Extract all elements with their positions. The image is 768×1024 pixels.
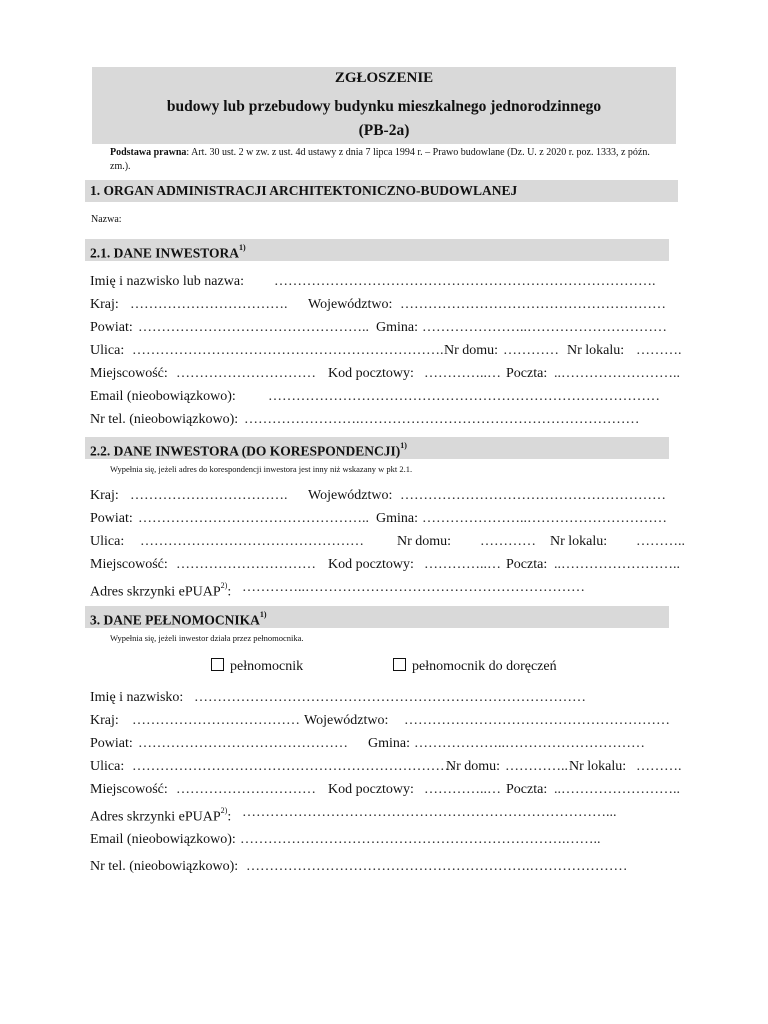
epuap-label: Adres skrzynki ePUAP$^{2)}$: [90,581,232,600]
tel-label: Nr tel. (nieobowiązkowo): [90,859,239,874]
nr-domu-label: Nr domu: [397,534,452,549]
kod-pocztowy-label: Kod pocztowy: [328,782,414,797]
epuap-field[interactable]: …………..…………………………………………………… [242,580,585,595]
kraj-field[interactable]: ……………………………… [132,713,300,728]
nr-lokalu-field[interactable]: ……….. [636,534,685,549]
epuap-label-text: Adres skrzynki ePUAP [90,809,221,825]
ulica-field[interactable]: ………………………………………… [140,534,364,549]
ulica-label: Ulica: [90,534,125,549]
section-3-title: 3. DANE PEŁNOMOCNIKA [90,612,260,628]
wojewodztwo-label: Województwo: [308,488,393,503]
poczta-label: Poczta: [506,557,548,572]
nr-lokalu-label: Nr lokalu: [569,759,627,774]
miejscowosc-field[interactable]: ………………………… [176,557,316,572]
nr-domu-field[interactable]: ………… [503,343,559,358]
nr-domu-label: Nr domu: [446,759,501,774]
powiat-label: Powiat: [90,736,133,751]
email-label: Email (nieobowiązkowo): [90,832,236,847]
tel-field[interactable]: …………………………………………………….………………… [246,859,628,874]
ulica-label: Ulica: [90,343,125,358]
epuap-footnote: 2) [220,581,228,590]
organ-name-label: Nazwa: [91,214,122,225]
powiat-field[interactable]: ………………………………………….. [138,511,369,526]
form-title-box [92,67,676,144]
kod-pocztowy-field[interactable]: …………..… [424,782,501,797]
gmina-field[interactable]: ………………..………………………… [414,736,645,751]
imie-nazwisko-label: Imię i nazwisko: [90,690,184,705]
wojewodztwo-field[interactable]: ………………………………………………… [404,713,670,728]
powiat-label: Powiat: [90,511,133,526]
nr-lokalu-field[interactable]: ………. [636,343,682,358]
nr-domu-label: Nr domu: [444,343,499,358]
miejscowosc-label: Miejscowość: [90,782,168,797]
email-field[interactable]: ………………………………………………………………………… [268,389,660,404]
nr-domu-field[interactable]: ………….. [505,759,568,774]
ulica-field[interactable]: …………………………………………………………… [132,759,454,774]
imie-nazwa-field[interactable]: ………………………………………………………………………. [274,274,656,289]
section-3-footnote: 1) [259,610,267,619]
form-subtitle: budowy lub przebudowy budynku mieszkalnego jednorodzinnego [166,98,602,115]
kod-pocztowy-field[interactable]: …………..… [424,366,501,381]
form-title: ZGŁOSZENIE [334,70,434,86]
form-code: (PB-2a) [358,122,410,139]
section-1-title: 1. ORGAN ADMINISTRACJI ARCHITEKTONICZNO-BUDOWLANEJ [90,183,518,198]
section-2-2-header [85,437,669,459]
checkbox-pelnomocnik-box[interactable] [211,658,224,671]
imie-nazwisko-field[interactable]: ………………………………………………………………………… [194,690,586,705]
checkbox-pelnomocnik[interactable] [211,658,303,676]
gmina-field[interactable]: …………………..………………………… [422,511,667,526]
poczta-field[interactable]: ..…………………….. [554,366,680,381]
miejscowosc-label: Miejscowość: [90,557,168,572]
section-3-header [85,606,669,628]
nr-domu-field[interactable]: ………… [480,534,536,549]
kraj-field[interactable]: ……………………………. [130,297,288,312]
miejscowosc-label: Miejscowość: [90,366,168,381]
gmina-label: Gmina: [376,511,418,526]
poczta-label: Poczta: [506,782,548,797]
miejscowosc-field[interactable]: ………………………… [176,366,316,381]
wojewodztwo-label: Województwo: [304,713,389,728]
checkbox-pelnomocnik-doreczen-label: pełnomocnik do doręczeń [412,659,557,674]
imie-nazwa-label: Imię i nazwisko lub nazwa: [90,274,244,289]
kod-pocztowy-label: Kod pocztowy: [328,366,414,381]
kraj-label: Kraj: [90,713,119,728]
tel-field[interactable]: …………………….…………………………………………………… [244,412,640,427]
checkbox-pelnomocnik-label: pełnomocnik [230,659,304,674]
epuap-footnote: 2) [220,806,228,815]
kraj-field[interactable]: ……………………………. [130,488,288,503]
email-field[interactable]: …………………………………………………………….…….. [240,832,601,847]
kraj-label: Kraj: [90,297,119,312]
section-2-1-title: 2.1. DANE INWESTORA [90,245,240,261]
section-2-1-header [85,239,669,261]
powiat-field[interactable]: ………………………………………….. [138,320,369,335]
section-2-1-footnote: 1) [239,243,246,252]
gmina-label: Gmina: [368,736,410,751]
kod-pocztowy-label: Kod pocztowy: [328,557,414,572]
checkbox-pelnomocnik-doreczen[interactable] [393,658,557,676]
section-3-note: Wypełnia się, jeżeli inwestor działa przez pełnomocnika. [110,633,304,643]
legal-basis [110,146,670,174]
gmina-label: Gmina: [376,320,418,335]
powiat-label: Powiat: [90,320,133,335]
miejscowosc-field[interactable]: ………………………… [176,782,316,797]
ulica-field[interactable]: …………………………………………………………. [132,343,444,358]
nr-lokalu-field[interactable]: ………. [636,759,682,774]
section-2-2-note: Wypełnia się, jeżeli adres do korespondencji inwestora jest inny niż wskazany w pkt 2.1. [110,464,413,474]
epuap-field[interactable]: ……………………………………………………………………... [242,805,617,820]
poczta-field[interactable]: ..…………………….. [554,557,680,572]
nr-lokalu-label: Nr lokalu: [567,343,625,358]
poczta-field[interactable]: ..…………………….. [554,782,680,797]
section-1-header [85,180,678,202]
checkbox-pelnomocnik-doreczen-box[interactable] [393,658,406,671]
epuap-label-text: Adres skrzynki ePUAP [90,584,221,600]
wojewodztwo-field[interactable]: ………………………………………………… [400,488,666,503]
poczta-label: Poczta: [506,366,548,381]
legal-basis-label: Podstawa prawna [110,147,187,158]
legal-basis-text: : Art. 30 ust. 2 w zw. z ust. 4d ustawy z dnia 7 lipca 1994 r. – Prawo budowlane (Dz. U. z 2020 r. poz. 1333, z późn. zm.). [110,147,650,172]
gmina-field[interactable]: …………………..………………………… [422,320,667,335]
powiat-field[interactable]: ……………………………………… [138,736,348,751]
epuap-label: Adres skrzynki ePUAP$^{2)}$: [90,806,232,825]
nr-lokalu-label: Nr lokalu: [550,534,608,549]
wojewodztwo-label: Województwo: [308,297,393,312]
kraj-label: Kraj: [90,488,119,503]
ulica-label: Ulica: [90,759,125,774]
tel-label: Nr tel. (nieobowiązkowo): [90,412,239,427]
section-2-2-title: 2.2. DANE INWESTORA (DO KORESPONDENCJI) [90,443,401,459]
section-2-2-footnote: 1) [400,441,407,450]
kod-pocztowy-field[interactable]: …………..… [424,557,501,572]
wojewodztwo-field[interactable]: ………………………………………………… [400,297,666,312]
email-label: Email (nieobowiązkowo): [90,389,236,404]
